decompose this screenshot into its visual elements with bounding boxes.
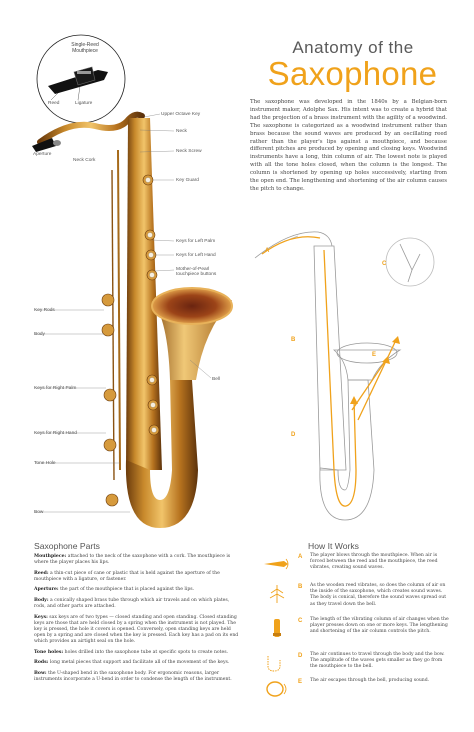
how-step-b-text: As the wooden reed vibrates, so does the column of air on the inside of the saxophone, which creates sound waves. The body is conical, therefore the sound waves spread out as they travel down the bell.	[310, 583, 447, 607]
how-step-a-text: The player blows through the mouthpiece. When air is forced between the reed and the mouthpiece, the reed vibrates, creating sound waves.	[310, 553, 438, 571]
callout-mother-of-pearl-line2: touchpiece buttons	[176, 272, 217, 277]
key-press-icon	[262, 617, 292, 639]
mouthpiece-caption-line2: Mouthpiece	[72, 48, 98, 54]
how-step-e-letter: E	[298, 679, 303, 685]
callout-keys-right-palm: Keys for Right Palm	[34, 386, 77, 391]
callout-bell: Bell	[212, 377, 220, 382]
callout-mother-of-pearl-line1: Mother-of-Pearl	[176, 267, 210, 272]
callout-upper-octave-key: Upper Octave Key	[161, 112, 201, 117]
how-step-e-text: The air escapes through the bell, producing sound.	[310, 678, 430, 683]
page-title: Saxophone	[267, 55, 438, 92]
part-item: Aperture: the part of the mouthpiece that is placed against the lips.	[34, 587, 195, 593]
how-step-b-letter: B	[298, 584, 303, 590]
callout-tone-hole: Tone Hole	[34, 461, 56, 466]
callout-body: Body	[34, 332, 45, 337]
how-step-d-text: The air continues to travel through the body and the bow. The amplitude of the waves gets smaller as they go from the mouthpiece to the bell.	[310, 652, 445, 670]
callout-key-rods: Key Rods	[34, 308, 55, 313]
how-step-c-text: The length of the vibrating column of air changes when the player presses down on one or more keys. The lengthening and shortening of the air column controls the pitch.	[310, 617, 449, 635]
parts-list	[34, 554, 242, 688]
diagram-letter-a: A	[265, 248, 270, 254]
callout-key-guard: Key Guard	[176, 178, 199, 183]
callout-mother-of-pearl	[176, 267, 216, 277]
part-item: Rods: long metal pieces that support and facilitate all of the movement of the keys.	[34, 660, 230, 666]
how-it-works-diagram	[255, 232, 434, 520]
body-tube	[126, 118, 162, 470]
bell-sound-icon	[262, 678, 292, 700]
callout-keys-left-palm: Keys for Left Palm	[176, 239, 216, 244]
part-item: Tone holes: holes drilled into the saxophone tube at specific spots to create notes.	[34, 649, 229, 655]
air-flow-arrows	[262, 237, 396, 506]
mouthpiece-caption-line1: Single-Reed	[71, 42, 99, 48]
how-step-a-letter: A	[298, 554, 303, 560]
title-line1: Anatomy of the	[292, 38, 414, 57]
callout-keys-right-hand: Keys for Right Hand	[34, 431, 77, 436]
part-item: Keys: sax keys are of two types — closed standing and open standing. Closed standing keys are those that are held closed by a spring when the instrument is not played. The key is pressed, the hole it covers is opened. Conversely, open standing keys are held open by a spring and are closed when the key is pressed. Each key has a pad on its end which provides an airtight seal on the hole.	[34, 614, 239, 645]
intro-paragraph: The saxophone was developed in the 1840s by a Belgian-born instrument maker, Adolphe Sax. His intent was to create a hybrid that had the projection of a brass instrument with the agility of a woodwind. The saxophone is categorized as a woodwind instrument rather than brass because the sound waves are produced by an oscillating reed rather than the player's lips against a mouthpiece, and because different pitches are produced by opening and closing keys. Woodwind instruments have a long, thin column of air. The lowest note is played with all the tone holes closed, when the column is the longest. The column is shortened by opening up holes successively, starting from the open end. The lengthening and shortening of the air column causes the pitch to change.	[250, 99, 447, 192]
callout-ligature: Ligature	[75, 101, 93, 106]
how-step-c	[262, 617, 448, 647]
callout-reed: Reed	[48, 101, 60, 106]
parts-title: Saxophone Parts	[34, 541, 100, 551]
part-item: Bow: the U-shaped bend in the saxophone body. For ergonomic reasons, larger instruments incorporate a U-bend in order to condense the length of the instrument.	[34, 670, 232, 683]
how-step-e	[262, 678, 448, 708]
part-item: Body: a conically shaped brass tube through which air travels and on which plates, rods, and other parts are attached.	[34, 597, 230, 610]
diagram-letter-b: B	[291, 337, 296, 343]
diagram-letter-e: E	[372, 352, 377, 358]
how-it-works-title: How It Works	[308, 541, 359, 551]
callout-neck-cork: Neck Cork	[73, 158, 96, 163]
callout-neck-screw: Neck Screw	[176, 149, 202, 154]
part-item: Reed: a thin-cut piece of cane or plastic that is held against the aperture of the mouthpiece with a ligature, or fastener.	[34, 570, 220, 582]
mouthpiece-caption	[56, 42, 114, 54]
callout-bow: Bow	[34, 510, 44, 515]
callout-aperture: Aperture	[33, 152, 52, 157]
how-step-b	[262, 583, 448, 613]
bell-opening	[152, 288, 232, 324]
how-step-c-letter: C	[298, 618, 303, 624]
diagram-letter-d: D	[291, 432, 296, 438]
diagram-letter-c: C	[382, 261, 387, 267]
callout-neck: Neck	[176, 129, 187, 134]
mouthpiece-vibration-icon	[262, 553, 292, 575]
part-item: Mouthpiece: attached to the neck of the saxophone with a cork. The mouthpiece is where the player places his lips.	[34, 554, 231, 566]
how-step-a	[262, 553, 448, 583]
sound-wave-spread-icon	[262, 583, 292, 605]
how-step-d-letter: D	[298, 653, 303, 659]
air-travel-icon	[262, 652, 292, 674]
callout-keys-left-hand: Keys for Left Hand	[176, 253, 216, 258]
